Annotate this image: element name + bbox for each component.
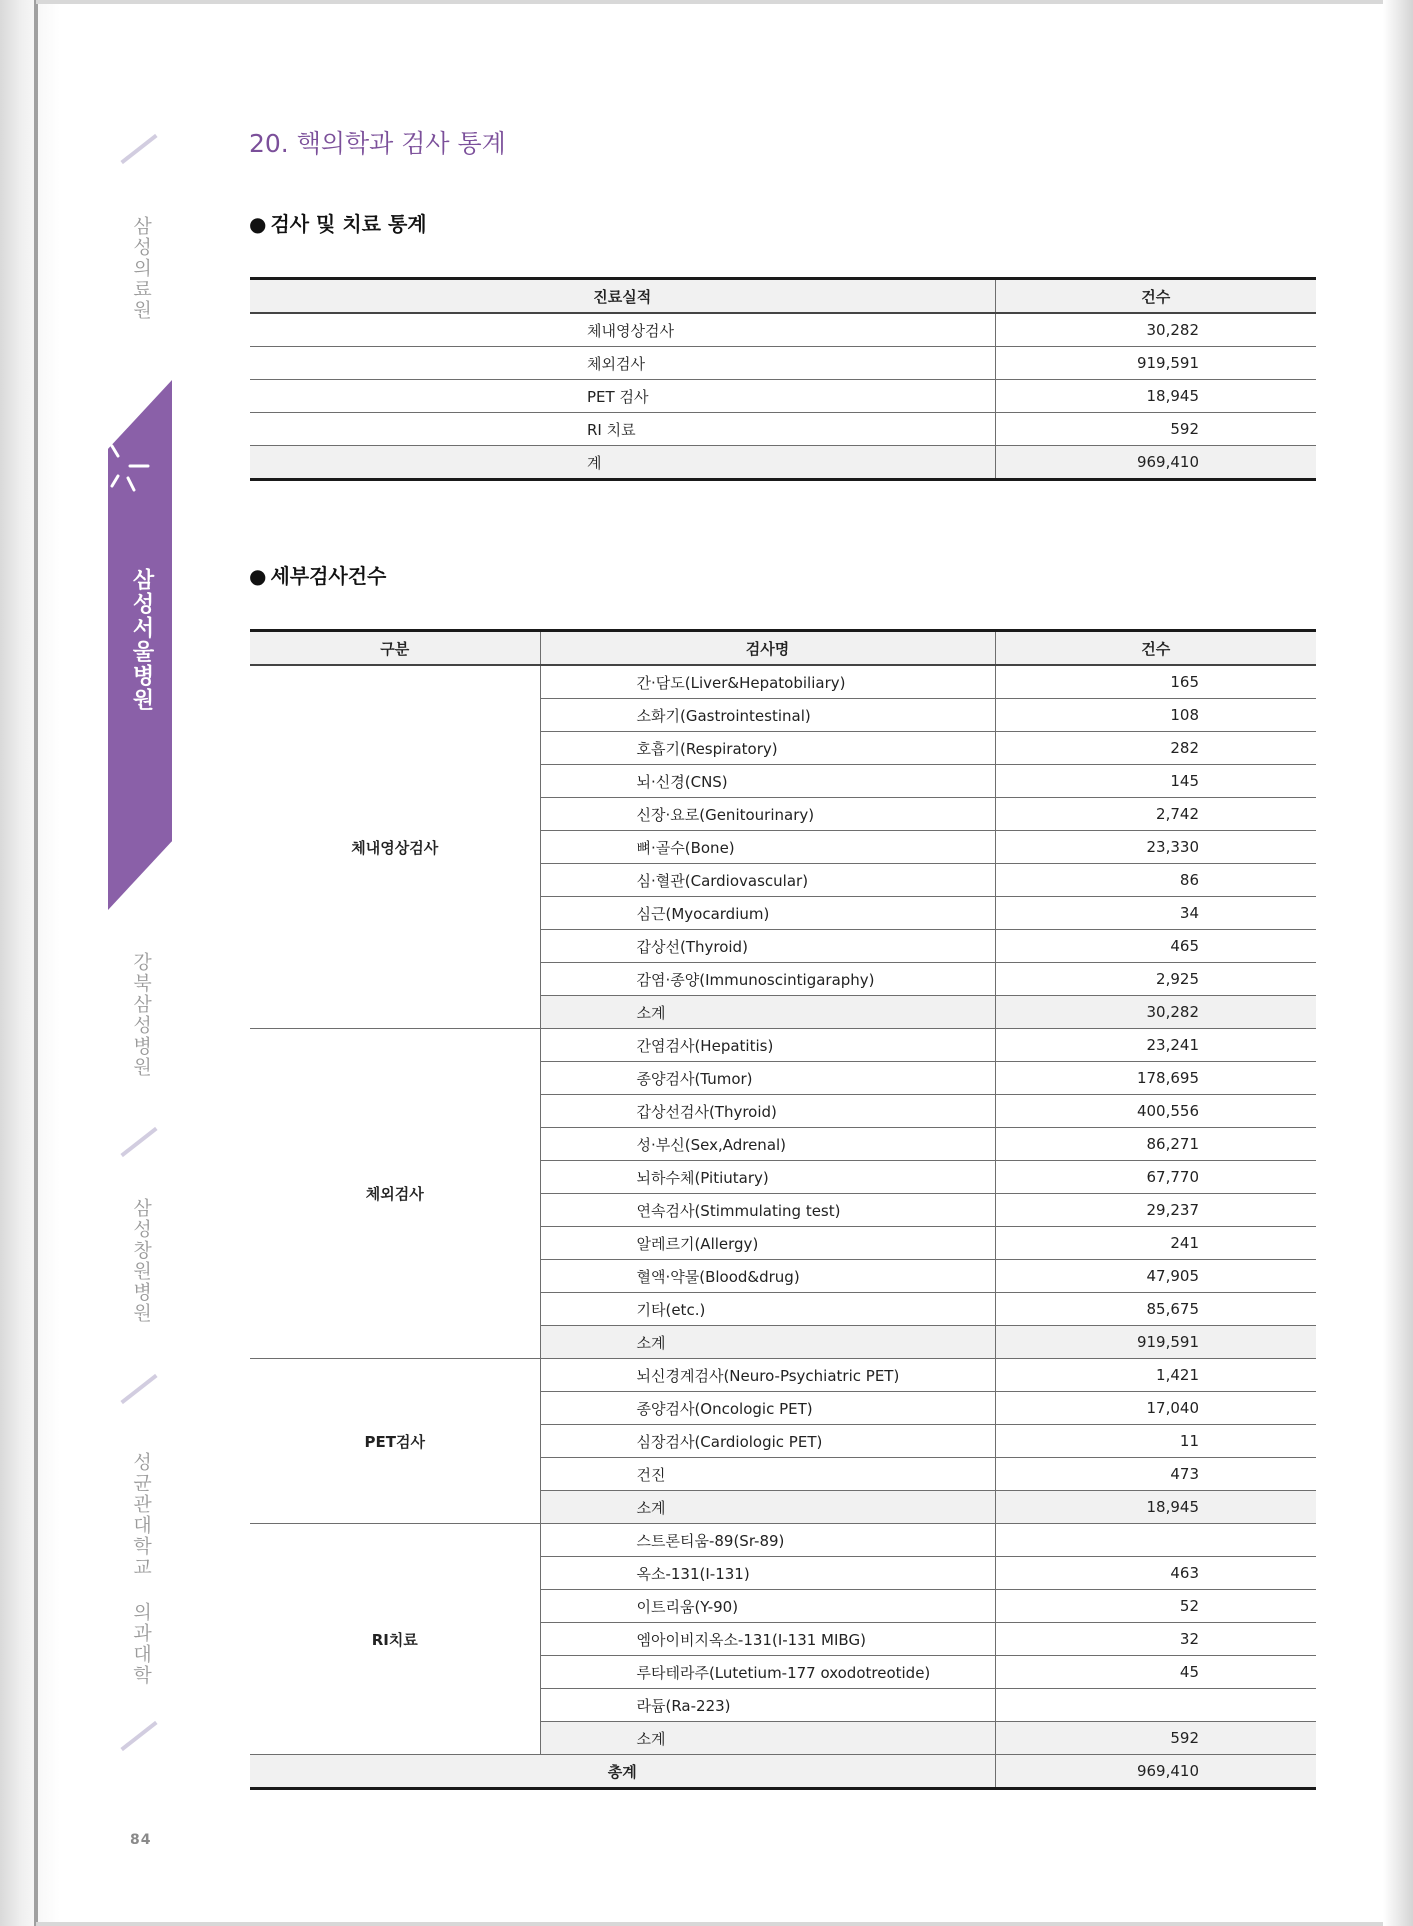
sidebar-divider bbox=[120, 1721, 157, 1751]
test-count: 52 bbox=[995, 1590, 1316, 1623]
test-count: 145 bbox=[995, 765, 1316, 798]
subtotal-value: 592 bbox=[995, 1722, 1316, 1755]
test-count: 465 bbox=[995, 930, 1316, 963]
subtotal-label: 소계 bbox=[540, 996, 995, 1029]
row-value: 919,591 bbox=[995, 347, 1316, 380]
test-name: 건진 bbox=[540, 1458, 995, 1491]
sidebar-divider bbox=[120, 1374, 157, 1404]
test-name: 종양검사(Tumor) bbox=[540, 1062, 995, 1095]
test-count: 85,675 bbox=[995, 1293, 1316, 1326]
sidebar-item-skku-medicine[interactable]: 성균관대학교 의과대학 bbox=[130, 1452, 152, 1686]
table-row bbox=[250, 380, 1316, 413]
test-name: 연속검사(Stimmulating test) bbox=[540, 1194, 995, 1227]
test-count: 282 bbox=[995, 732, 1316, 765]
section-heading-summary bbox=[249, 208, 427, 237]
test-count: 86 bbox=[995, 864, 1316, 897]
test-count: 45 bbox=[995, 1656, 1316, 1689]
category-cell: PET검사 bbox=[250, 1359, 540, 1524]
subtotal-value: 18,945 bbox=[995, 1491, 1316, 1524]
test-name: 간염검사(Hepatitis) bbox=[540, 1029, 995, 1062]
page-bottom-edge bbox=[36, 1922, 1383, 1926]
total-label: 계 bbox=[250, 446, 995, 480]
subtotal-value: 30,282 bbox=[995, 996, 1316, 1029]
sidebar-item-kangbuk-samsung-hospital[interactable]: 강북삼성병원 bbox=[130, 952, 152, 1078]
subtotal-value: 919,591 bbox=[995, 1326, 1316, 1359]
test-count: 17,040 bbox=[995, 1392, 1316, 1425]
sidebar-item-samsung-medical-center[interactable]: 삼성의료원 bbox=[130, 216, 152, 321]
summary-table bbox=[250, 277, 1316, 481]
test-count bbox=[995, 1524, 1316, 1557]
test-count: 23,241 bbox=[995, 1029, 1316, 1062]
column-header-count: 건수 bbox=[995, 279, 1316, 314]
sidebar-item-samsung-seoul-hospital[interactable]: 삼성서울병원 bbox=[129, 568, 154, 712]
test-name: 심장검사(Cardiologic PET) bbox=[540, 1425, 995, 1458]
test-count: 11 bbox=[995, 1425, 1316, 1458]
section-heading-text: 검사 및 치료 통계 bbox=[270, 212, 427, 236]
row-value: 592 bbox=[995, 413, 1316, 446]
page-title: 20. 핵의학과 검사 통계 bbox=[249, 129, 506, 158]
table-row bbox=[250, 413, 1316, 446]
test-count: 29,237 bbox=[995, 1194, 1316, 1227]
page-right-edge bbox=[1383, 0, 1413, 1926]
test-name: 갑상선(Thyroid) bbox=[540, 930, 995, 963]
test-name: 신장·요로(Genitourinary) bbox=[540, 798, 995, 831]
test-name: 심·혈관(Cardiovascular) bbox=[540, 864, 995, 897]
test-count: 473 bbox=[995, 1458, 1316, 1491]
table-total-row bbox=[250, 446, 1316, 480]
test-count: 463 bbox=[995, 1557, 1316, 1590]
test-name: 옥소-131(I-131) bbox=[540, 1557, 995, 1590]
sidebar-item-samsung-changwon-hospital[interactable]: 삼성창원병원 bbox=[130, 1198, 152, 1324]
test-count: 47,905 bbox=[995, 1260, 1316, 1293]
category-cell: 체내영상검사 bbox=[250, 665, 540, 1029]
sidebar-divider bbox=[120, 1127, 157, 1157]
test-count: 178,695 bbox=[995, 1062, 1316, 1095]
test-count: 67,770 bbox=[995, 1161, 1316, 1194]
test-count: 23,330 bbox=[995, 831, 1316, 864]
spark-icon bbox=[108, 438, 152, 492]
test-name: 뇌하수체(Pitiutary) bbox=[540, 1161, 995, 1194]
table-header-row bbox=[250, 631, 1316, 666]
column-header-count: 건수 bbox=[995, 631, 1316, 666]
test-name: 알레르기(Allergy) bbox=[540, 1227, 995, 1260]
test-name: 스트론티움-89(Sr-89) bbox=[540, 1524, 995, 1557]
row-label: 체외검사 bbox=[250, 347, 995, 380]
table-row bbox=[250, 1524, 1316, 1557]
column-header-category: 구분 bbox=[250, 631, 540, 666]
table-row bbox=[250, 347, 1316, 380]
test-name: 뇌·신경(CNS) bbox=[540, 765, 995, 798]
category-cell: RI치료 bbox=[250, 1524, 540, 1755]
grand-total-row bbox=[250, 1755, 1316, 1789]
category-cell: 체외검사 bbox=[250, 1029, 540, 1359]
test-name: 혈액·약물(Blood&drug) bbox=[540, 1260, 995, 1293]
row-value: 30,282 bbox=[995, 313, 1316, 347]
test-count: 241 bbox=[995, 1227, 1316, 1260]
page-top-edge bbox=[36, 0, 1383, 4]
subtotal-label: 소계 bbox=[540, 1491, 995, 1524]
table-header-row bbox=[250, 279, 1316, 314]
test-count: 108 bbox=[995, 699, 1316, 732]
row-label: 체내영상검사 bbox=[250, 313, 995, 347]
row-value: 18,945 bbox=[995, 380, 1316, 413]
grand-total-label: 총계 bbox=[250, 1755, 995, 1789]
test-name: 성·부신(Sex,Adrenal) bbox=[540, 1128, 995, 1161]
detail-table bbox=[250, 629, 1316, 1790]
total-value: 969,410 bbox=[995, 446, 1316, 480]
test-count: 2,925 bbox=[995, 963, 1316, 996]
book-spine-edge bbox=[34, 0, 38, 1926]
grand-total-value: 969,410 bbox=[995, 1755, 1316, 1789]
test-count: 2,742 bbox=[995, 798, 1316, 831]
test-count: 34 bbox=[995, 897, 1316, 930]
test-count: 86,271 bbox=[995, 1128, 1316, 1161]
row-label: RI 치료 bbox=[250, 413, 995, 446]
test-name: 종양검사(Oncologic PET) bbox=[540, 1392, 995, 1425]
sidebar-divider bbox=[120, 134, 157, 164]
row-label: PET 검사 bbox=[250, 380, 995, 413]
test-name: 라듐(Ra-223) bbox=[540, 1689, 995, 1722]
book-spine-shadow bbox=[0, 0, 60, 1926]
test-name: 심근(Myocardium) bbox=[540, 897, 995, 930]
bullet-icon: ● bbox=[249, 564, 267, 588]
test-name: 갑상선검사(Thyroid) bbox=[540, 1095, 995, 1128]
table-row bbox=[250, 665, 1316, 699]
test-name: 뇌신경계검사(Neuro-Psychiatric PET) bbox=[540, 1359, 995, 1392]
page-number: 84 bbox=[130, 1832, 152, 1848]
test-count bbox=[995, 1689, 1316, 1722]
test-name: 소화기(Gastrointestinal) bbox=[540, 699, 995, 732]
table-row bbox=[250, 1029, 1316, 1062]
subtotal-label: 소계 bbox=[540, 1722, 995, 1755]
test-name: 간·담도(Liver&Hepatobiliary) bbox=[540, 665, 995, 699]
section-heading-detail bbox=[249, 560, 386, 589]
test-name: 루타테라주(Lutetium-177 oxodotreotide) bbox=[540, 1656, 995, 1689]
bullet-icon: ● bbox=[249, 212, 267, 236]
table-row bbox=[250, 1359, 1316, 1392]
test-count: 1,421 bbox=[995, 1359, 1316, 1392]
subtotal-label: 소계 bbox=[540, 1326, 995, 1359]
test-name: 엠아이비지옥소-131(I-131 MIBG) bbox=[540, 1623, 995, 1656]
column-header-test-name: 검사명 bbox=[540, 631, 995, 666]
test-name: 이트리움(Y-90) bbox=[540, 1590, 995, 1623]
test-name: 감염·종양(Immunoscintigaraphy) bbox=[540, 963, 995, 996]
section-heading-text: 세부검사건수 bbox=[270, 564, 387, 588]
test-count: 400,556 bbox=[995, 1095, 1316, 1128]
test-count: 165 bbox=[995, 665, 1316, 699]
table-row bbox=[250, 313, 1316, 347]
test-name: 기타(etc.) bbox=[540, 1293, 995, 1326]
test-name: 호흡기(Respiratory) bbox=[540, 732, 995, 765]
column-header-result: 진료실적 bbox=[250, 279, 995, 314]
test-count: 32 bbox=[995, 1623, 1316, 1656]
test-name: 뼈·골수(Bone) bbox=[540, 831, 995, 864]
